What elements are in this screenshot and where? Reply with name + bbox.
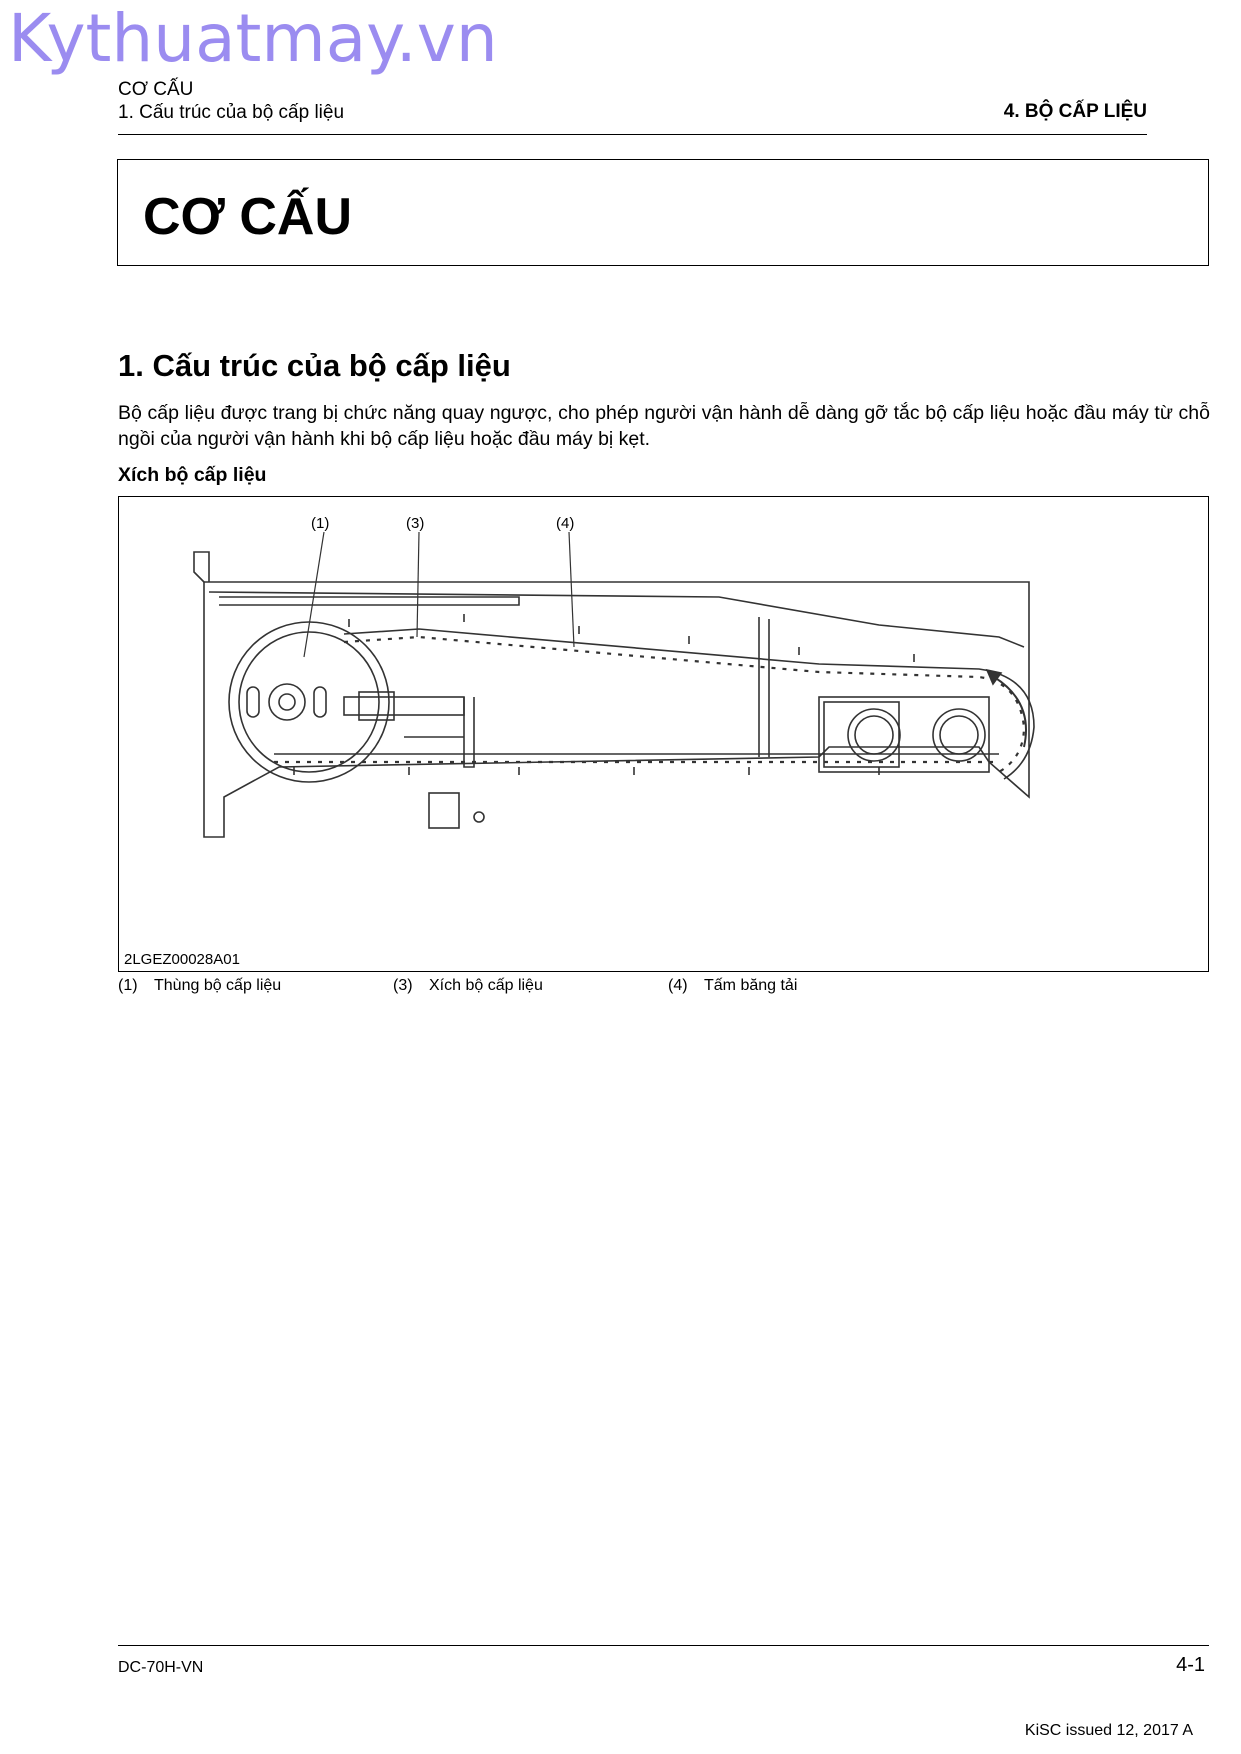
legend-number: (1) xyxy=(118,977,138,994)
legend-item-3 xyxy=(393,977,543,995)
title-box xyxy=(117,159,1209,266)
feeder-drum xyxy=(229,622,389,782)
issued-note: KiSC issued 12, 2017 A xyxy=(1024,1722,1193,1739)
callout-label-3: (3) xyxy=(406,515,425,532)
header-chapter: CƠ CẤU xyxy=(118,79,194,100)
figure-code: 2LGEZ00028A01 xyxy=(124,951,240,968)
section-heading: 1. Cấu trúc của bộ cấp liệu xyxy=(118,348,511,383)
callout-label-1: (1) xyxy=(311,515,330,532)
header-section-right: 4. BỘ CẤP LIỆU xyxy=(1003,101,1147,122)
legend-text: Thùng bộ cấp liệu xyxy=(154,977,282,994)
figure-frame xyxy=(118,496,1209,972)
figure-title: Xích bộ cấp liệu xyxy=(118,464,267,486)
running-header-left xyxy=(118,78,344,124)
section-paragraph: Bộ cấp liệu được trang bị chức năng quay ngược, cho phép người vận hành dễ dàng gỡ tắc bộ cấp liệu hoặc đầu máy từ chỗ ngồi của người vận hành khi bộ cấp liệu hoặc đầu máy bị kẹt. xyxy=(118,402,1210,450)
header-divider xyxy=(118,134,1147,135)
callout-leader-4 xyxy=(569,532,574,647)
legend-item-1 xyxy=(118,977,281,995)
callout-leader-3 xyxy=(417,532,419,637)
frame-outline xyxy=(204,582,1029,837)
top-cover xyxy=(209,592,1024,647)
legend-item-4 xyxy=(668,977,797,995)
callout-label-4: (4) xyxy=(556,515,575,532)
header-subsection: 1. Cấu trúc của bộ cấp liệu xyxy=(118,102,345,123)
feeder-chain-drawing xyxy=(119,497,1210,973)
legend-number: (4) xyxy=(668,977,688,994)
page-title: CƠ CẤU xyxy=(143,188,353,246)
watermark-logo: Kythuatmay.vn xyxy=(8,0,498,77)
legend-number: (3) xyxy=(393,977,413,994)
callout-leader-1 xyxy=(304,532,324,657)
legend-text: Tấm băng tải xyxy=(704,977,798,994)
footer-doc-code: DC-70H-VN xyxy=(118,1659,204,1676)
page-number: 4-1 xyxy=(1176,1654,1205,1676)
footer-divider xyxy=(118,1645,1209,1646)
legend-text: Xích bộ cấp liệu xyxy=(429,977,543,994)
feeder-chain-top xyxy=(344,637,1024,772)
